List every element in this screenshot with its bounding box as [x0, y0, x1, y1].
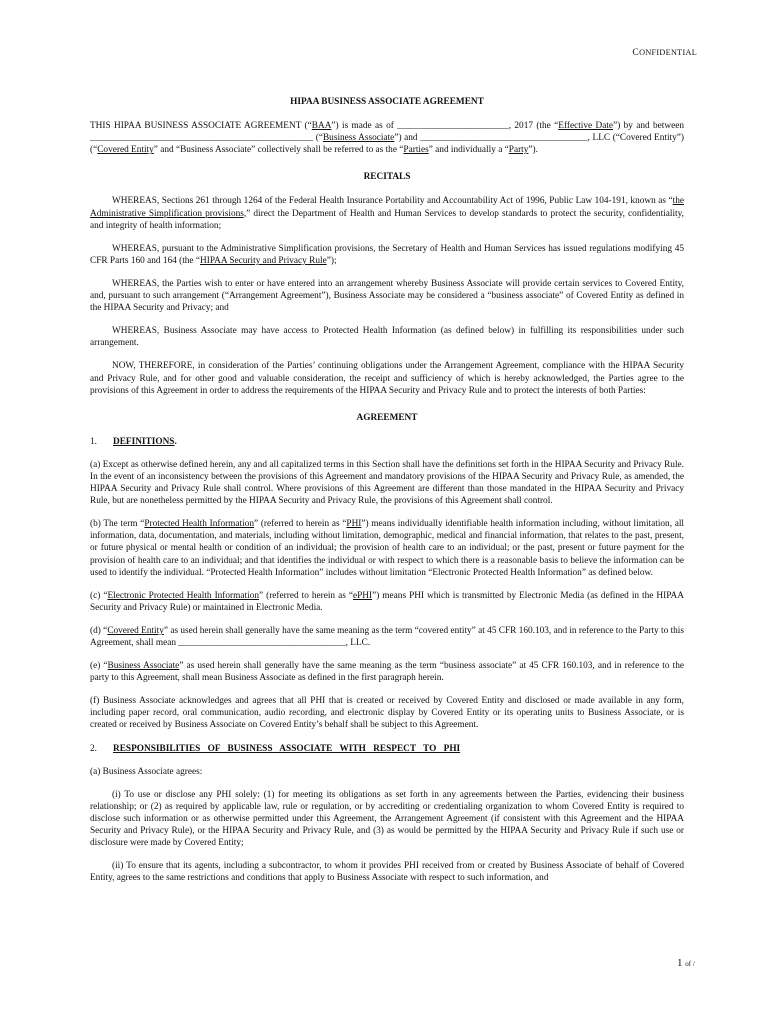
- definition-paragraph: (e) “Business Associate” as used herein shall generally have the same meaning as the term “business associate” at 45 CFR 160.103, and in reference to the party to this Agreement, shall mean Business Associate as defined in the first paragraph herein.: [90, 661, 684, 684]
- confidential-label: CONFIDENTIAL: [632, 47, 697, 58]
- document-body: [90, 96, 684, 895]
- section-heading-responsibilities: 2. RESPONSIBILITIES OF BUSINESS ASSOCIATE WITH RESPECT TO PHI: [90, 743, 461, 754]
- definition-paragraph: (d) “Covered Entity” as used herein shall generally have the same meaning as the term “covered entity” at 45 CFR 160.103, and in reference to the Party to this Agreement, shall mean ____________________________________, LLC.: [90, 625, 685, 648]
- page-number: 1 of /: [677, 957, 695, 969]
- recital-paragraph: WHEREAS, Business Associate may have access to Protected Health Information (as defined below) in fulfilling its responsibilities under such arrangement.: [90, 326, 684, 349]
- recital-paragraph: NOW, THEREFORE, in consideration of the Parties’ continuing obligations under the Arrangement Agreement, compliance with the HIPAA Security and Privacy Rule, and for other good and valuable consideration, the receipt and sufficiency of which is hereby acknowledged, the Parties agree to the provisions of this Agreement in order to address the requirements of the HIPAA Security and Privacy Rule and to protect the interests of both Parties:: [90, 361, 684, 396]
- recital-paragraph: WHEREAS, the Parties wish to enter or have entered into an arrangement whereby Business Associate will provide certain services to Covered Entity, and, pursuant to such arrangement (“Arrangement Agreement”), Business Associate may be considered a “business associate” of Covered Entity as defined in the HIPAA Security and Privacy; and: [90, 278, 684, 314]
- recital-paragraph: WHEREAS, pursuant to the Administrative Simplification provisions, the Secretary of Health and Human Services has issued regulations modifying 45 CFR Parts 160 and 164 (the “HIPAA Security and Privacy Rule”);: [90, 243, 684, 266]
- document-title: HIPAA BUSINESS ASSOCIATE AGREEMENT: [290, 97, 484, 107]
- responsibility-paragraph: (i) To use or disclose any PHI solely: (1) for meeting its obligations as set forth in any agreements between the Parties, evidencing their business relationship; or (2) as required by applicable law, rule or regulation, or by accrediting or credentialing organization to whom Covered Entity is required to disclose such information or as otherwise permitted under this Agreement, the Arrangement Agreement (if consistent with this Agreement and the HIPAA Security and Privacy Rule), or the HIPAA Security and Privacy Rule, and (3) as would be permitted by the HIPAA Security and Privacy Rule if such use or disclosure were made by Covered Entity;: [90, 789, 684, 849]
- definition-paragraph: (c) “Electronic Protected Health Information” (referred to herein as “ePHI”) means PHI which is transmitted by Electronic Media (as defined in the HIPAA Security and Privacy Rule) or maintained in Electronic Media.: [90, 590, 684, 613]
- definition-paragraph: (a) Except as otherwise defined herein, any and all capitalized terms in this Section shall have the definitions set forth in the HIPAA Security and Privacy Rule. In the event of an inconsistency between the provisions of this Agreement and mandatory provisions of the HIPAA Security and Privacy Rule, as amended, the HIPAA Security and Privacy Rule shall control. Where provisions of this Agreement are different than those mandated in the HIPAA Security and Privacy Rule, but are nonetheless permitted by the HIPAA Security and Privacy Rule, the provisions of this Agreement shall control.: [90, 459, 684, 507]
- recitals-heading: RECITALS: [363, 172, 411, 183]
- responsibility-paragraph: (ii) To ensure that its agents, including a subcontractor, to whom it provides PHI received from or created by Business Associate of behalf of Covered Entity, agrees to the same restrictions and conditions that apply to Business Associate with respect to such information, and: [90, 861, 684, 884]
- section-heading-definitions: 1. DEFINITIONS .: [90, 436, 177, 447]
- definition-paragraph: (b) The term “Protected Health Information” (referred to herein as “PHI”) means individually identifiable health information including, without limitation, all information, data, documentation, and materials, including without limitation, demographic, medical and financial information, that relates to the past, present, or future physical or mental health or condition of an individual; the provision of health care to an individual; or the past, present or future payment for the provision of health care to an individual; and that identifies the individual or with respect to which there is a reasonable basis to believe the information can be used to identify the individual. “Protected Health Information” includes without limitation “Electronic Protected Health Information” as defined below.: [90, 519, 685, 578]
- recital-paragraph: WHEREAS, Sections 261 through 1264 of the Federal Health Insurance Portability and Accountability Act of 1996, Public Law 104-191, known as “the Administrative Simplification provisions,” direct the Department of Health and Human Services to develop standards to protect the security, confidentiality, and integrity of health information;: [90, 196, 684, 231]
- agreement-heading: AGREEMENT: [356, 412, 418, 423]
- responsibility-paragraph: (a) Business Associate agrees:: [90, 766, 203, 777]
- intro-paragraph: THIS HIPAA BUSINESS ASSOCIATE AGREEMENT (“BAA”) is made as of ________________________, 2017 (the “Effective Date”) by and between ________________________________________________ (“Business Associate”) and ____________________________________, LLC (“Covered Entity”) (“Covered Entity” and “Business Associate” collectively shall be referred to as the “Parties” and individually a “Party”).: [90, 121, 685, 156]
- definition-paragraph: (f) Business Associate acknowledges and agrees that all PHI that is created or received by Covered Entity and disclosed or made available in any form, including paper record, oral communication, audio recording, and electronic display by Covered Entity or its operating units to Business Associate, or is created or received by Business Associate on Covered Entity’s behalf shall be subject to this Agreement.: [90, 696, 684, 731]
